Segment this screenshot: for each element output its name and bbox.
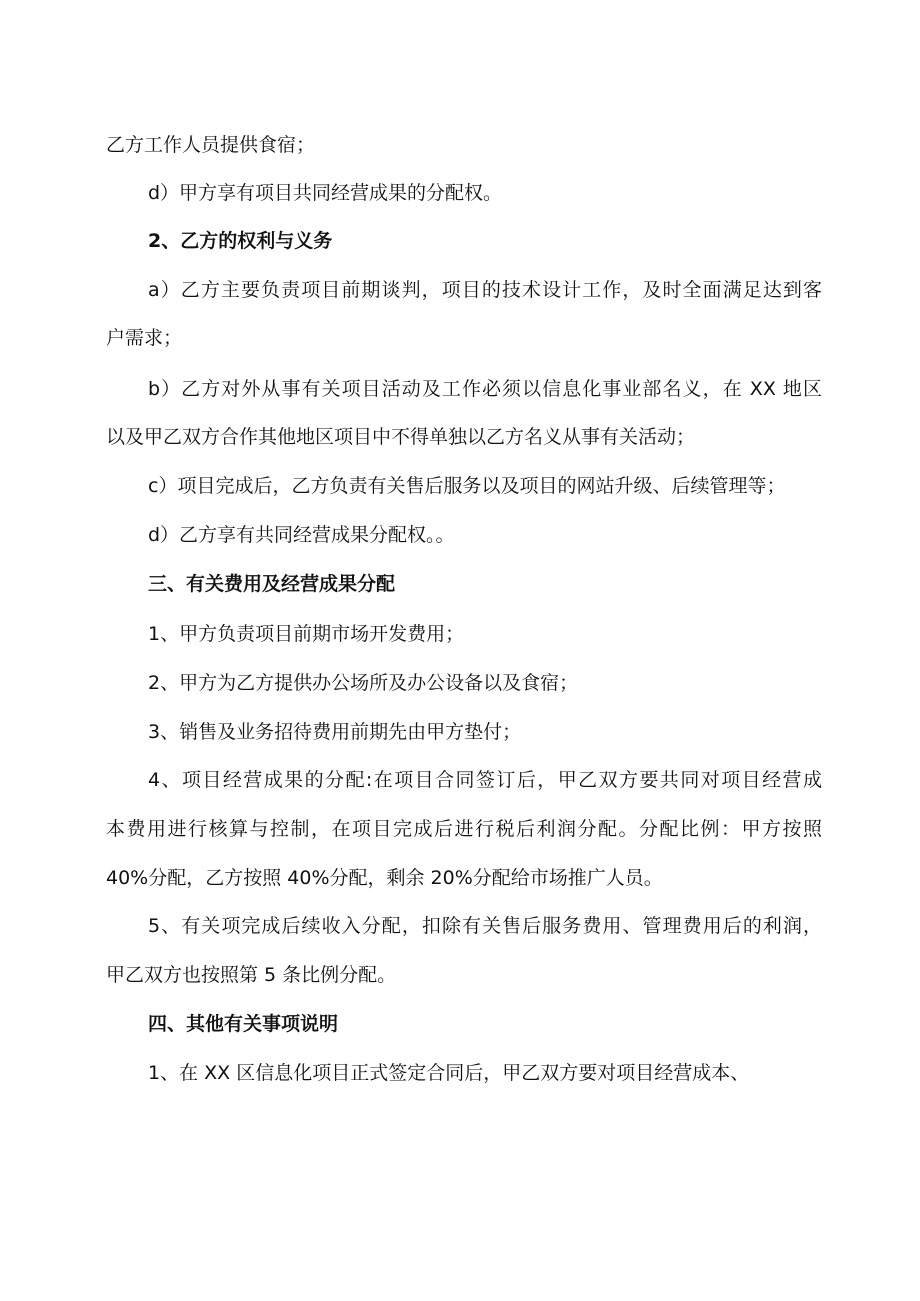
cost-item-4-line-3: 40%分配，乙方按照 40%分配，剩余 20%分配给市场推广人员。 — [106, 867, 663, 889]
section-heading-other-matters: 四、其他有关事项说明 — [148, 1013, 339, 1035]
cost-item-3: 3、销售及业务招待费用前期先由甲方垫付； — [148, 721, 522, 743]
list-item-a-line-2: 户需求； — [106, 327, 183, 349]
section-heading-costs-and-profit: 三、有关费用及经营成果分配 — [148, 573, 396, 595]
cost-item-4-line-2: 本费用进行核算与控制，在项目完成后进行税后利润分配。分配比例：甲方按照 — [106, 818, 822, 840]
list-item-b-line-1: b）乙方对外从事有关项目活动及工作必须以信息化事业部名义，在 XX 地区 — [148, 378, 822, 400]
list-item-c: c）项目完成后，乙方负责有关售后服务以及项目的网站升级、后续管理等； — [148, 475, 786, 497]
cost-item-4-line-1: 4、项目经营成果的分配:在项目合同签订后，甲乙双方要共同对项目经营成 — [148, 769, 822, 791]
cost-item-5-line-1: 5、有关项完成后续收入分配，扣除有关售后服务费用、管理费用后的利润， — [148, 915, 822, 937]
cost-item-1: 1、甲方负责项目前期市场开发费用； — [148, 623, 465, 645]
list-item-b-line-2: 以及甲乙双方合作其他地区项目中不得单独以乙方名义从事有关活动； — [106, 426, 696, 448]
paragraph-continuation-line: 乙方工作人员提供食宿； — [106, 134, 316, 156]
other-matter-item-1: 1、在 XX 区信息化项目正式签定合同后，甲乙双方要对项目经营成本、 — [148, 1062, 750, 1084]
list-item-d-party-a: d）甲方享有项目共同经营成果的分配权。 — [148, 182, 503, 204]
cost-item-2: 2、甲方为乙方提供办公场所及办公设备以及食宿； — [148, 672, 579, 694]
cost-item-5-line-2: 甲乙双方也按照第 5 条比例分配。 — [106, 964, 397, 986]
list-item-a-line-1: a）乙方主要负责项目前期谈判，项目的技术设计工作，及时全面满足达到客 — [148, 279, 822, 301]
section-heading-party-b-rights: 2、乙方的权利与义务 — [148, 230, 333, 252]
list-item-d-party-b: d）乙方享有共同经营成果分配权。。 — [148, 524, 455, 546]
